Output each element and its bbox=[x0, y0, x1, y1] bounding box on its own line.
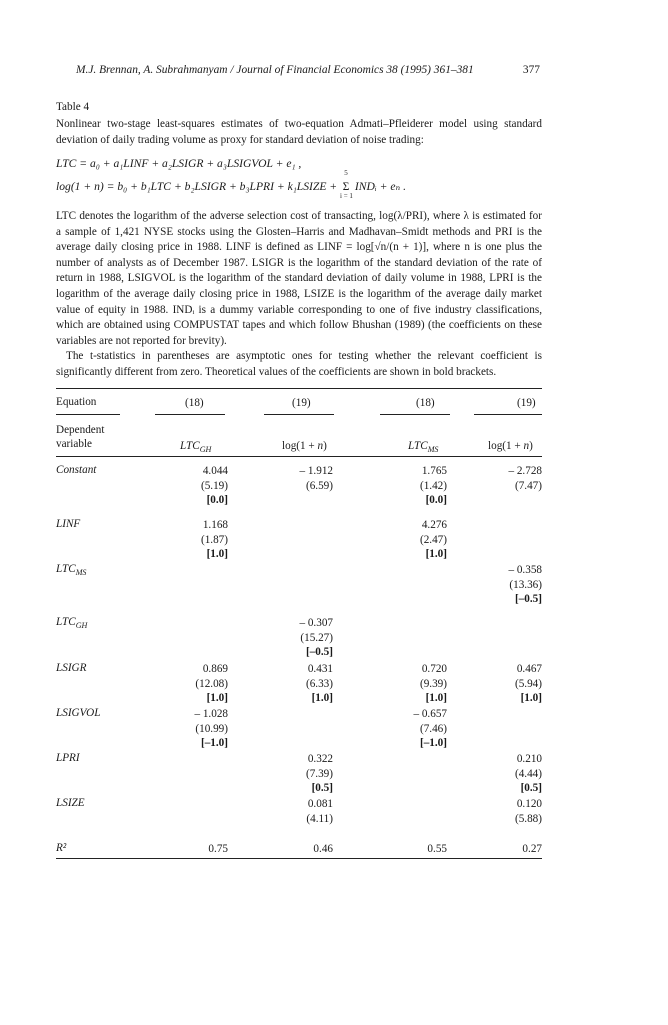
column-underline bbox=[56, 414, 120, 415]
t-statistic: (4.44) bbox=[514, 767, 542, 780]
coefficient-value: 0.120 bbox=[516, 798, 542, 810]
equation-1: LTC = a₀ + a₁LINF + a₂LSIGR + a₃LSIGVOL + e₁ , bbox=[56, 157, 302, 170]
t-statistic: (5.94) bbox=[514, 677, 542, 690]
coefficient-value: – 1.028 bbox=[194, 708, 228, 720]
theoretical-value: [–1.0] bbox=[200, 737, 228, 749]
column-header: (18) bbox=[185, 397, 204, 409]
row-label: $LTC_{GH}$ bbox=[56, 616, 88, 631]
notes-paragraph-1: LTC denotes the logarithm of the adverse selection cost of transacting, log(λ/PRI), where λ is estimated for a sample of 1,421 NYSE stocks using the Glosten–Harris and Madhavan–Smidt methods and PRI is the average daily closing price in 1988. LINF is defined as LINF = log[√n/(n + 1)], where n is one plus the number of analysts as of December 1987. LSIGR is the logarithm of the standard deviation of the rate of return in 1988, LSIGVOL is the logarithm of the standard deviation of daily volume in 1988, LPRI is the logarithm of the average daily closing price in 1988, LSIZE is the logarithm of the average daily market value of equity in 1988. INDᵢ is a dummy variable corresponding to one of five industry classifications, which are obtained using COMPUSTAT tapes and which follow Bhushan (1989) (the coefficients on these variables are not reported for brevity). bbox=[56, 210, 542, 347]
t-statistic: (5.19) bbox=[200, 479, 228, 492]
column-header: (18) bbox=[416, 397, 435, 409]
row-label: Constant bbox=[56, 464, 97, 476]
row-label: $LTC_{MS}$ bbox=[56, 563, 87, 578]
t-statistic: (2.47) bbox=[419, 533, 447, 546]
dependent-variable: log(1 + n) bbox=[488, 440, 533, 452]
column-underline bbox=[155, 414, 225, 415]
theoretical-value: [0.0] bbox=[206, 494, 228, 506]
theoretical-value: [0.5] bbox=[520, 782, 542, 794]
r-squared-value: 0.55 bbox=[427, 843, 447, 855]
theoretical-value: [0.5] bbox=[311, 782, 333, 794]
coefficient-value: 0.869 bbox=[202, 663, 228, 675]
running-header-text: M.J. Brennan, A. Subrahmanyam / Journal of Financial Economics 38 (1995) 361–381 bbox=[76, 64, 474, 76]
equation-2-left: log(1 + n) = b₀ + b₁LTC + b₂LSIGR + b₃LPRI + k₁LSIZE + bbox=[56, 180, 341, 193]
t-statistic: (12.08) bbox=[195, 677, 228, 690]
table-caption: Nonlinear two-stage least-squares estimates of two-equation Admati–Pfleiderer model using standard deviation of daily trading volume as proxy for standard deviation of noise trading: bbox=[56, 118, 542, 146]
table-bottom-rule bbox=[56, 858, 542, 859]
dependent-variable: $LTC_{MS}$ bbox=[408, 440, 439, 455]
row-label: LSIZE bbox=[56, 797, 85, 809]
summation-upper: 5 bbox=[344, 169, 348, 177]
page-number: 377 bbox=[522, 64, 540, 76]
dependent-label-1: Dependent bbox=[56, 424, 105, 436]
t-statistic: (7.46) bbox=[419, 722, 447, 735]
column-header: (19) bbox=[517, 397, 536, 409]
r-squared-value: 0.46 bbox=[313, 843, 333, 855]
equation-2-right: INDᵢ + eₙ . bbox=[352, 180, 406, 193]
t-statistic: (5.88) bbox=[514, 812, 542, 825]
theoretical-value: [1.0] bbox=[311, 692, 333, 704]
summation-lower: i = 1 bbox=[340, 192, 353, 200]
r-squared-value: 0.75 bbox=[208, 843, 228, 855]
coefficient-value: 0.431 bbox=[307, 663, 333, 675]
r-squared-value: 0.27 bbox=[522, 843, 542, 855]
coefficient-value: 1.765 bbox=[421, 465, 447, 477]
column-underline bbox=[380, 414, 450, 415]
row-label: LPRI bbox=[56, 752, 80, 764]
t-statistic: (7.39) bbox=[305, 767, 333, 780]
equation-2 bbox=[56, 169, 406, 200]
dependent-variable: $LTC_{GH}$ bbox=[180, 440, 212, 455]
theoretical-value: [–1.0] bbox=[419, 737, 447, 749]
t-statistic: (7.47) bbox=[514, 479, 542, 492]
coefficient-value: 1.168 bbox=[202, 519, 228, 531]
dependent-label-2: variable bbox=[56, 438, 93, 450]
t-statistic: (15.27) bbox=[300, 631, 333, 644]
t-statistic: (4.11) bbox=[306, 812, 333, 825]
equation-header-label: Equation bbox=[56, 396, 97, 408]
t-statistic: (1.42) bbox=[419, 479, 447, 492]
row-label: LINF bbox=[56, 518, 81, 530]
coefficient-value: 0.081 bbox=[307, 798, 333, 810]
notes-paragraph-2: The t-statistics in parentheses are asymptotic ones for testing whether the relevant coefficient is significantly different from zero. Theoretical values of the coefficients are shown in bold brackets. bbox=[56, 350, 542, 378]
t-statistic: (9.39) bbox=[419, 677, 447, 690]
running-header bbox=[76, 64, 542, 76]
theoretical-value: [1.0] bbox=[425, 548, 447, 560]
theoretical-value: [1.0] bbox=[206, 692, 228, 704]
column-underline bbox=[264, 414, 334, 415]
row-label: LSIGVOL bbox=[56, 707, 101, 719]
coefficient-value: – 0.657 bbox=[413, 708, 447, 720]
table-number: Table 4 bbox=[56, 101, 90, 113]
column-header: (19) bbox=[292, 397, 311, 409]
row-label: LSIGR bbox=[56, 662, 87, 674]
t-statistic: (10.99) bbox=[195, 722, 228, 735]
table-notes bbox=[56, 209, 542, 381]
t-statistic: (6.59) bbox=[305, 479, 333, 492]
t-statistic: (6.33) bbox=[305, 677, 333, 690]
coefficient-value: – 0.358 bbox=[508, 564, 542, 576]
theoretical-value: [–0.5] bbox=[305, 646, 333, 658]
summation-symbol: 5 Σ i = 1 bbox=[340, 169, 353, 200]
theoretical-value: [1.0] bbox=[425, 692, 447, 704]
header-bottom-rule bbox=[56, 456, 542, 457]
theoretical-value: [1.0] bbox=[520, 692, 542, 704]
t-statistic: (1.87) bbox=[200, 533, 228, 546]
coefficient-value: 0.322 bbox=[307, 753, 333, 765]
t-statistic: (13.36) bbox=[509, 578, 542, 591]
theoretical-value: [0.0] bbox=[425, 494, 447, 506]
coefficient-value: 4.276 bbox=[421, 519, 447, 531]
dependent-variable: log(1 + n) bbox=[282, 440, 327, 452]
table-top-rule bbox=[56, 388, 542, 389]
theoretical-value: [1.0] bbox=[206, 548, 228, 560]
coefficient-value: – 2.728 bbox=[508, 465, 542, 477]
theoretical-value: [–0.5] bbox=[514, 593, 542, 605]
coefficient-value: 0.467 bbox=[516, 663, 542, 675]
coefficient-value: – 1.912 bbox=[299, 465, 333, 477]
r-squared-label: R² bbox=[56, 842, 67, 854]
column-underline bbox=[474, 414, 542, 415]
coefficient-value: 0.720 bbox=[421, 663, 447, 675]
coefficient-value: 0.210 bbox=[516, 753, 542, 765]
coefficient-value: 4.044 bbox=[202, 465, 228, 477]
coefficient-value: – 0.307 bbox=[299, 617, 333, 629]
